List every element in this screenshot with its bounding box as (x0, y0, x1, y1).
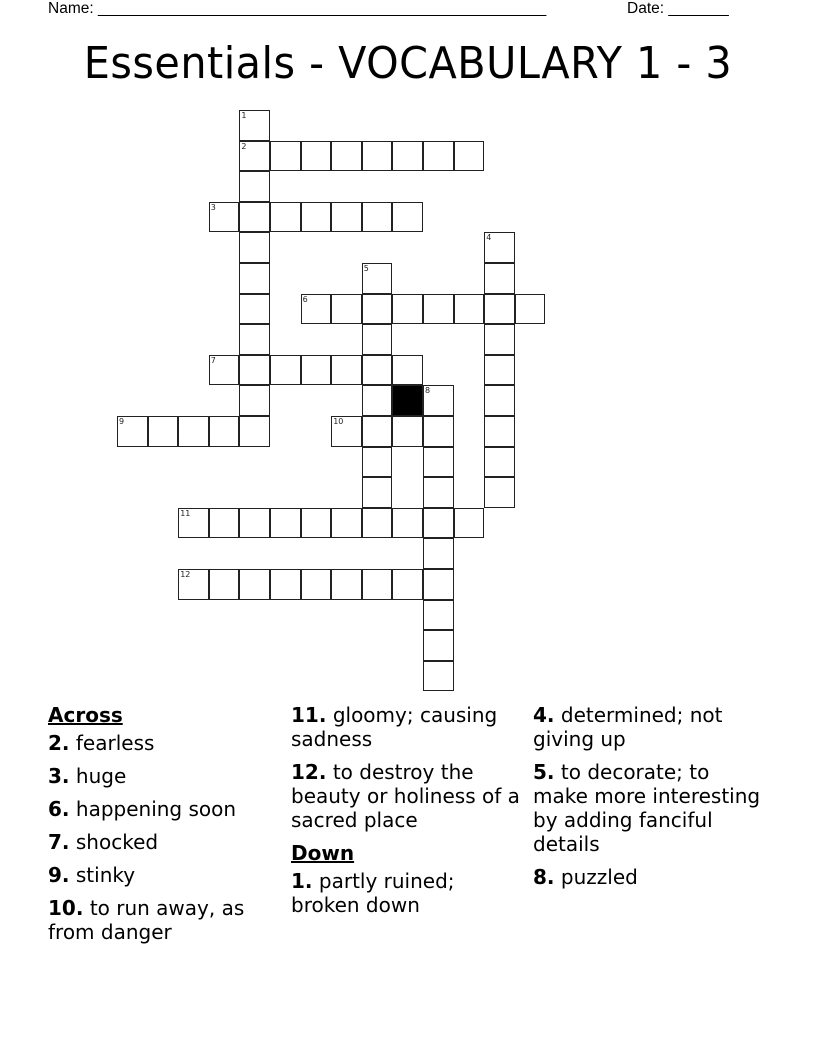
clue-across-2: 2. fearless (48, 731, 155, 755)
grid-cell[interactable] (392, 508, 423, 539)
grid-cell[interactable] (362, 477, 393, 508)
grid-cell[interactable] (239, 416, 270, 447)
cell-number: 10 (333, 417, 344, 426)
grid-cell[interactable] (362, 202, 393, 233)
grid-cell[interactable] (484, 324, 515, 355)
grid-cell[interactable] (239, 294, 270, 325)
cell-number: 1 (241, 111, 247, 120)
clue-down-5: 5. to decorate; to make more interesting by adding fanciful details (533, 760, 761, 856)
clue-number: 3 (48, 764, 62, 788)
grid-cell[interactable] (392, 355, 423, 386)
grid-cell[interactable] (301, 202, 332, 233)
clue-number: 6 (48, 797, 62, 821)
clue-text: huge (75, 764, 127, 788)
grid-cell[interactable] (423, 447, 454, 478)
grid-cell[interactable] (423, 385, 454, 416)
grid-cell[interactable] (331, 508, 362, 539)
clue-number: 8 (533, 865, 547, 889)
grid-cell[interactable] (362, 447, 393, 478)
clue-number: 4 (533, 703, 547, 727)
grid-cell[interactable] (454, 141, 485, 172)
grid-cell[interactable] (331, 355, 362, 386)
grid-cell[interactable] (392, 416, 423, 447)
grid-cell[interactable] (239, 141, 270, 172)
grid-cell[interactable] (484, 232, 515, 263)
clue-number: 10 (48, 896, 76, 920)
cell-number: 4 (486, 233, 492, 243)
clue-across-9: 9. stinky (48, 863, 136, 887)
grid-cell[interactable] (239, 508, 270, 539)
grid-cell[interactable] (392, 141, 423, 172)
down-heading: Down (291, 841, 355, 865)
cell-number: 12 (180, 570, 191, 579)
clue-number: 7 (48, 830, 62, 854)
cell-number: 2 (241, 141, 247, 151)
clue-down-8: 8. puzzled (533, 865, 638, 889)
grid-cell[interactable] (239, 171, 270, 202)
grid-cell[interactable] (301, 508, 332, 539)
grid-cell[interactable] (178, 569, 209, 600)
grid-cell[interactable] (484, 263, 515, 294)
cell-number: 7 (210, 355, 216, 365)
grid-cell[interactable] (454, 294, 485, 325)
black-cell (392, 385, 423, 416)
clue-across-10: 10. to run away, as from danger (48, 896, 245, 944)
page-title: Essentials - VOCABULARY 1 - 3 (83, 38, 733, 89)
grid-cell[interactable] (454, 508, 485, 539)
clue-number: 11 (291, 703, 319, 727)
clue-down-4: 4. determined; not giving up (533, 703, 723, 751)
grid-cell[interactable] (270, 569, 301, 600)
clue-number: 9 (48, 863, 62, 887)
grid-cell[interactable] (209, 508, 240, 539)
grid-cell[interactable] (239, 110, 270, 141)
grid-cell[interactable] (362, 294, 393, 325)
grid-cell[interactable] (392, 202, 423, 233)
name-field-label: Name: ____________________________________________________ (48, 0, 547, 17)
clue-number: 2 (48, 731, 62, 755)
grid-cell[interactable] (362, 355, 393, 386)
grid-cell[interactable] (484, 416, 515, 447)
clue-down-1: 1. partly ruined; broken down (291, 869, 455, 917)
grid-cell[interactable] (423, 661, 454, 692)
grid-cell[interactable] (239, 355, 270, 386)
grid-cell[interactable] (392, 294, 423, 325)
clue-number: 1 (291, 869, 305, 893)
cell-number: 8 (425, 386, 431, 396)
clues-column-1 (48, 703, 283, 953)
grid-cell[interactable] (239, 324, 270, 355)
clue-text: to decorate; to make more interesting by adding fanciful details (533, 760, 761, 856)
cell-number: 3 (210, 202, 216, 212)
grid-cell[interactable] (301, 355, 332, 386)
grid-cell[interactable] (515, 294, 546, 325)
grid-cell[interactable] (362, 141, 393, 172)
clue-text: partly ruined; broken down (291, 869, 455, 917)
clue-across-12: 12. to destroy the beauty or holiness of a sacred place (291, 760, 520, 832)
grid-cell[interactable] (423, 141, 454, 172)
grid-cell[interactable] (484, 355, 515, 386)
grid-cell[interactable] (362, 569, 393, 600)
grid-cell[interactable] (362, 416, 393, 447)
grid-cell[interactable] (209, 569, 240, 600)
grid-cell[interactable] (209, 416, 240, 447)
grid-cell[interactable] (301, 569, 332, 600)
grid-cell[interactable] (484, 385, 515, 416)
clue-text: to destroy the beauty or holiness of a sacred place (291, 760, 520, 832)
clue-text: happening soon (75, 797, 237, 821)
grid-cell[interactable] (362, 385, 393, 416)
grid-cell[interactable] (362, 324, 393, 355)
clue-across-6: 6. happening soon (48, 797, 237, 821)
clue-text: gloomy; causing sadness (291, 703, 498, 751)
grid-cell[interactable] (423, 600, 454, 631)
clue-text: shocked (75, 830, 159, 854)
grid-cell[interactable] (239, 202, 270, 233)
grid-cell[interactable] (331, 141, 362, 172)
clue-text: stinky (75, 863, 136, 887)
grid-cell[interactable] (423, 477, 454, 508)
grid-cell[interactable] (239, 263, 270, 294)
grid-cell[interactable] (301, 141, 332, 172)
grid-cell[interactable] (148, 416, 179, 447)
grid-cell[interactable] (331, 202, 362, 233)
grid-cell[interactable] (331, 416, 362, 447)
grid-cell[interactable] (209, 202, 240, 233)
clue-text: fearless (75, 731, 155, 755)
grid-cell[interactable] (362, 508, 393, 539)
grid-cell[interactable] (423, 508, 454, 539)
grid-cell[interactable] (423, 569, 454, 600)
clue-text: puzzled (560, 865, 638, 889)
cell-number: 9 (119, 417, 125, 426)
grid-cell[interactable] (423, 416, 454, 447)
clue-across-7: 7. shocked (48, 830, 159, 854)
across-heading: Across (48, 703, 123, 727)
grid-cell[interactable] (270, 141, 301, 172)
cell-number: 11 (180, 508, 191, 518)
clues-column-2 (291, 703, 526, 926)
clues-column-3 (533, 703, 768, 898)
grid-cell[interactable] (270, 202, 301, 233)
date-field-label: Date: _______ (627, 0, 729, 17)
grid-cell[interactable] (484, 294, 515, 325)
grid-cell[interactable] (178, 416, 209, 447)
grid-cell[interactable] (209, 355, 240, 386)
grid-cell[interactable] (239, 232, 270, 263)
grid-cell[interactable] (423, 294, 454, 325)
grid-cell[interactable] (239, 569, 270, 600)
grid-cell[interactable] (239, 385, 270, 416)
grid-cell[interactable] (331, 569, 362, 600)
grid-cell[interactable] (423, 630, 454, 661)
clue-number: 12 (291, 760, 319, 784)
grid-cell[interactable] (484, 477, 515, 508)
grid-cell[interactable] (484, 447, 515, 478)
grid-cell[interactable] (117, 416, 148, 447)
grid-cell[interactable] (392, 569, 423, 600)
clue-text: determined; not giving up (533, 703, 723, 751)
clue-across-11: 11. gloomy; causing sadness (291, 703, 498, 751)
clue-number: 5 (533, 760, 547, 784)
cell-number: 6 (302, 294, 308, 304)
clue-across-3: 3. huge (48, 764, 127, 788)
grid-cell[interactable] (178, 508, 209, 539)
grid-cell[interactable] (270, 508, 301, 539)
cell-number: 5 (363, 264, 369, 273)
grid-cell[interactable] (301, 294, 332, 325)
clue-text: to run away, as from danger (48, 896, 245, 944)
grid-cell[interactable] (331, 294, 362, 325)
grid-cell[interactable] (270, 355, 301, 386)
grid-cell[interactable] (423, 538, 454, 569)
grid-cell[interactable] (362, 263, 393, 294)
